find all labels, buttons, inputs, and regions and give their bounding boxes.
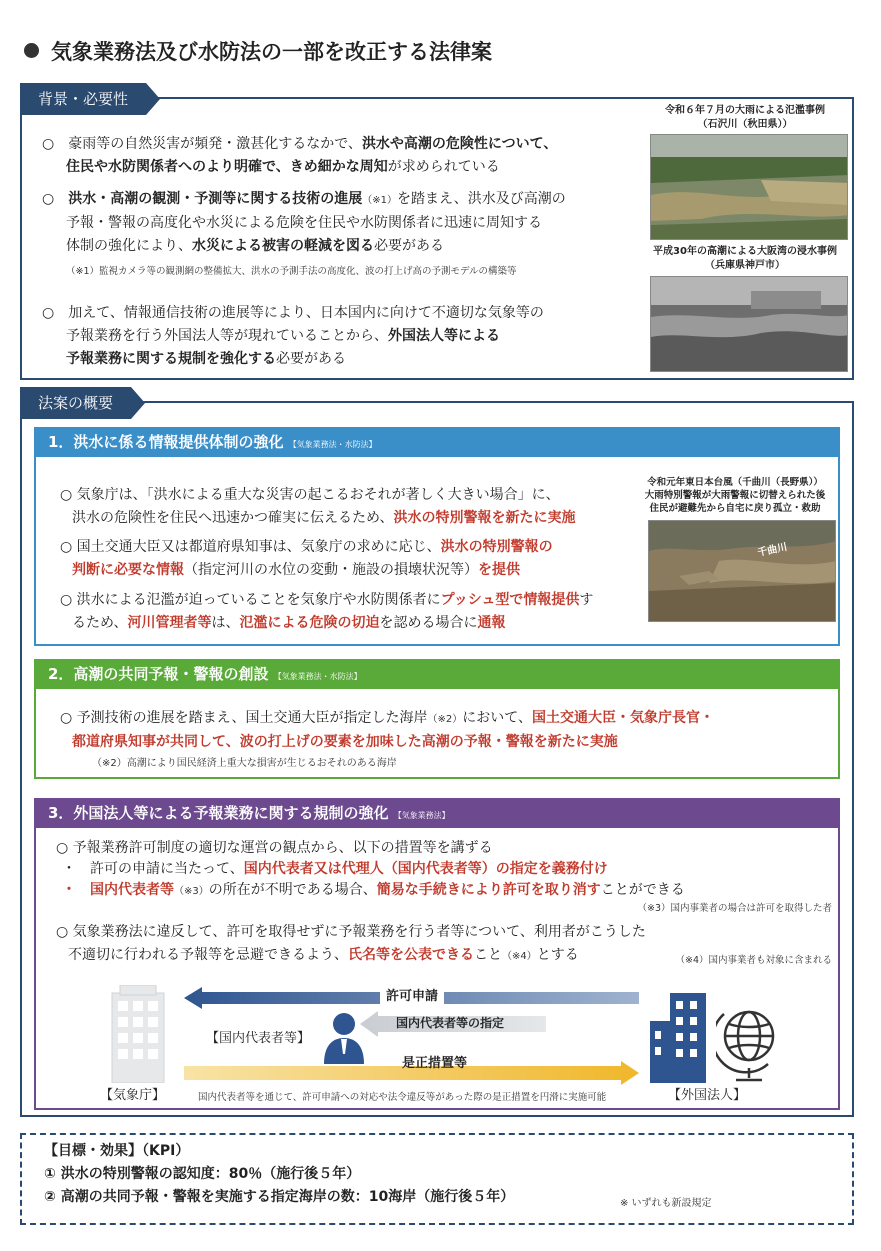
section2-item-1: ○ 予測技術の進展を踏まえ、国土交通大臣が指定した海岸（※2）において、国土交通大臣・気象庁長官・ 都道府県知事が共同して、波の打上げの要素を加味した高潮の予報・警報を新たに実施	[60, 710, 714, 750]
section1-item-1: ○ 気象庁は、「洪水による重大な災害の起こるおそれが著しく大きい場合」に、 洪水の危険性を住民へ迅速かつ確実に伝えるため、洪水の特別警報を新たに実施	[60, 487, 576, 526]
section3-sub-2: ・ 国内代表者等（※3）の所在が不明である場合、簡易な手続きにより許可を取り消すことができる	[62, 882, 685, 898]
flood-photo-akita	[650, 134, 848, 240]
foreign-corp-label: 【外国法人】	[668, 1088, 747, 1103]
background-note-1: （※1）監視カメラ等の観測網の整備拡大、洪水の予測手法の高度化、波の打上げ高の予測モデルの構築等	[66, 266, 517, 277]
globe-icon	[716, 1002, 782, 1090]
representative-label: 【国内代表者等】	[206, 1031, 311, 1046]
section3-note-3: （※3）国内事業者の場合は許可を取得した者	[637, 903, 832, 914]
corrective-measures-label: 是正措置等	[402, 1056, 468, 1071]
section1-item-3: ○ 洪水による氾濫が迫っていることを気象庁や水防関係者にプッシュ型で情報提供す るため、河川管理者等は、氾濫による危険の切迫を認める場合に通報	[60, 592, 594, 631]
section3-sub-1: ・ 許可の申請に当たって、国内代表者又は代理人（国内代表者等）の指定を義務付け	[62, 861, 608, 877]
section1-header: 1．洪水に係る情報提供体制の強化 【気象業務法・水防法】	[34, 427, 840, 457]
jma-building-icon	[108, 985, 168, 1087]
background-bullet-3: ○ 加えて、情報通信技術の進展等により、日本国内に向けて不適切な気象等の 予報業務を行う外国法人等が現れていることから、外国法人等による 予報業務に関する規制を強化する必要がある	[42, 305, 544, 367]
background-bullet-2: ○ 洪水・高潮の観測・予測等に関する技術の進展（※1）を踏まえ、洪水及び高潮の 予報・警報の高度化や水災による危険を住民や水防関係者に迅速に周知する 体制の強化により、水災による被害の軽減を図る必要がある	[42, 191, 566, 254]
chikuma-river-label: 千曲川	[756, 541, 789, 559]
permit-application-label: 許可申請	[380, 987, 444, 1007]
bullet-dot-icon	[24, 43, 39, 58]
foreign-corp-building-icon	[650, 993, 712, 1087]
storm-surge-photo-kobe-image	[651, 277, 848, 372]
overview-tab: 法案の概要	[20, 387, 131, 419]
photo2-caption: 平成30年の高潮による大阪湾の浸水事例 （兵庫県神戸市）	[653, 246, 837, 271]
section3-item-1: ○ 予報業務許可制度の適切な運営の観点から、以下の措置等を講ずる	[56, 840, 493, 856]
section2-note: （※2）高潮により国民経済上重大な損害が生じるおそれのある海岸	[92, 758, 397, 769]
section2-header: 2．高潮の共同予報・警報の創設 【気象業務法・水防法】	[34, 659, 840, 689]
page-title: 気象業務法及び水防法の一部を改正する法律案	[24, 36, 492, 66]
kpi-heading: 【目標・効果】（KPI）	[44, 1143, 190, 1159]
photo1-caption: 令和６年７月の大雨による氾濫事例 （石沢川（秋田県））	[665, 105, 825, 130]
section3-item-2: ○ 気象業務法に違反して、許可を取得せずに予報業務を行う者等について、利用者がこうした 不適切に行われる予報等を忌避できるよう、氏名等を公表できること（※4）とする	[56, 924, 646, 963]
flood-photo-akita-image	[651, 135, 848, 240]
diagram-footnote: 国内代表者等を通じて、許可申請への対応や法令違反等があった際の是正措置を円滑に実施可能	[198, 1092, 607, 1103]
jma-label: 【気象庁】	[100, 1088, 166, 1103]
section1-photo-caption: 令和元年東日本台風（千曲川（長野県）） 大雨特別警報が大雨警報に切替えられた後 住民が避難先から自宅に戻り孤立・救助	[644, 477, 826, 514]
chikuma-river-photo	[648, 520, 836, 622]
representative-person-icon	[322, 1010, 366, 1068]
section1-item-2: ○ 国土交通大臣又は都道府県知事は、気象庁の求めに応じ、洪水の特別警報の 判断に必要な情報（指定河川の水位の変動・施設の損壊状況等）を提供	[60, 539, 553, 578]
background-tab: 背景・必要性	[20, 83, 146, 115]
section3-header: 3．外国法人等による予報業務に関する規制の強化 【気象業務法】	[34, 798, 840, 828]
kpi-note: ※ いずれも新設規定	[620, 1198, 712, 1209]
representative-designation-label: 国内代表者等の指定	[396, 1016, 505, 1030]
kpi-item-2: ② 高潮の共同予報・警報を実施する指定海岸の数：10海岸（施行後５年）	[44, 1189, 515, 1205]
storm-surge-photo-kobe	[650, 276, 848, 372]
background-bullet-1: ○ 豪雨等の自然災害が頻発・激甚化するなかで、洪水や高潮の危険性について、 住民や水防関係者へのより明確で、きめ細かな周知が求められている	[42, 136, 558, 175]
chikuma-river-photo-image	[649, 521, 836, 622]
section3-note-4: （※4）国内事業者も対象に含まれる	[675, 955, 832, 966]
kpi-item-1: ① 洪水の特別警報の認知度：80％（施行後５年）	[44, 1166, 361, 1182]
